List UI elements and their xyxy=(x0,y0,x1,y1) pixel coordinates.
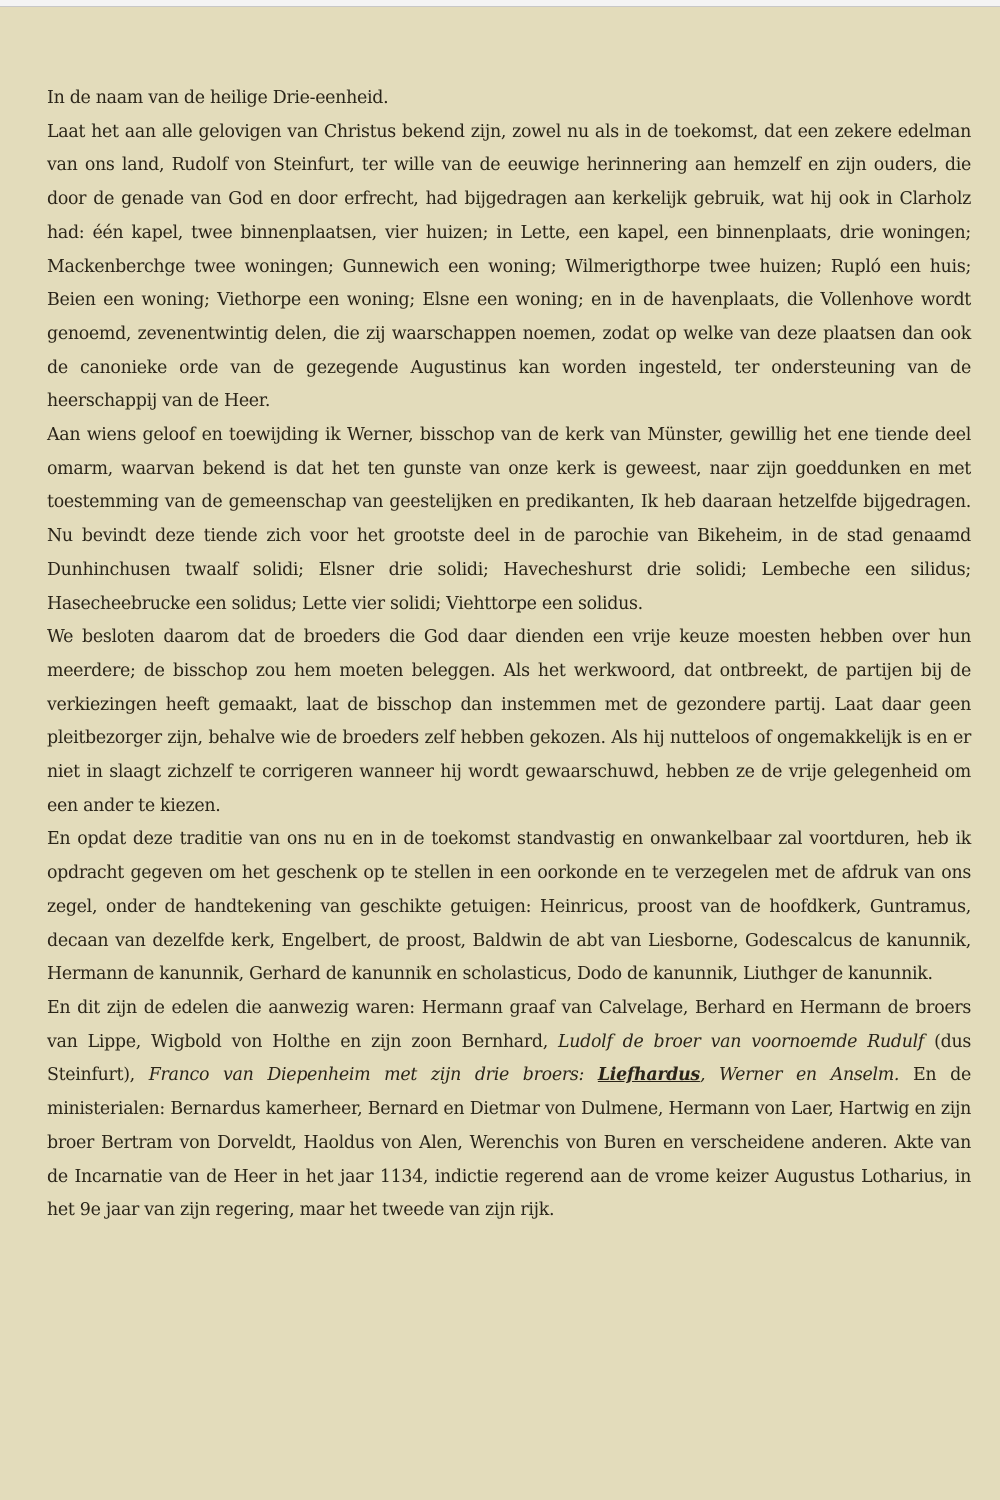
liefhardus-name: Liefhardus xyxy=(597,1065,700,1086)
nobles-intro: En dit zijn de edelen die aanwezig waren: Hermann graaf van Calvelage, Berhard en Hermann de broers van Lippe, Wigbold von Holthe en zijn zoon Bernhard, xyxy=(47,997,971,1052)
document-title: In de naam van de heilige Drie-eenheid. xyxy=(47,88,389,108)
ministerials-text: En de ministerialen: Bernardus kamerheer, Bernard en Dietmar von Dulmene, Hermann von Laer, Hartwig en zijn broer Bertram von Dorveldt, Haoldus von Alen, Werenchis von Buren en verscheidene anderen. Akte van de Incarnatie van de Heer in het jaar 1134, indictie regerend aan de vrome keizer Augustus Lotharius, in het 9e jaar van zijn regering, maar het tweede van zijn rijk. xyxy=(47,1065,971,1221)
franco-text: Franco van Diepenheim met zijn drie broers: xyxy=(148,1065,598,1086)
paragraph-1: Laat het aan alle gelovigen van Christus bekend zijn, zowel nu als in de toekomst, dat een zekere edelman van ons land, Rudolf von Steinfurt, ter wille van de eeuwige herinnering aan hemzelf en zijn ouders, die door de genade van God en door erfrecht, had bijgedragen aan kerkelijk gebruik, wat hij ook in Clarholz had: één kapel, twee binnenplaatsen, vier huizen; in Lette, een kapel, een binnenplaats, drie woningen; Mackenberchge twee woningen; Gunnewich een woning; Wilmerigthorpe twee huizen; Rupló een huis; Beien een woning; Viethorpe een woning; Elsne een woning; en in de havenplaats, die Vollenhove wordt genoemd, zevenentwintig delen, die zij waarschappen noemen, zodat op welke van deze plaatsen dan ook de canonieke orde van de gezegende Augustinus kan worden ingesteld, ter ondersteuning van de heerschappij van de Heer. xyxy=(47,121,971,412)
document-body xyxy=(47,82,971,1228)
window-top-bar xyxy=(0,0,1000,7)
ludolf-text: Ludolf de broer van voornoemde Rudulf xyxy=(558,1031,925,1052)
paragraph-2: Aan wiens geloof en toewijding ik Werner, bisschop van de kerk van Münster, gewillig het ene tiende deel omarm, waarvan bekend is dat het ten gunste van onze kerk is geweest, naar zijn goeddunken en met toestemming van de gemeenschap van geestelijken en predikanten, Ik heb daaraan hetzelfde bijgedragen. Nu bevindt deze tiende zich voor het grootste deel in de parochie van Bikeheim, in de stad genaamd Dunhinchusen twaalf solidi; Elsner drie solidi; Havecheshurst drie solidi; Lembeche een silidus; Hasecheebrucke een solidus; Lette vier solidi; Viehttorpe een solidus. xyxy=(47,425,971,614)
paragraph-3: We besloten daarom dat de broeders die God daar dienden een vrije keuze moesten hebben over hun meerdere; de bisschop zou hem moeten beleggen. Als het werkwoord, dat ontbreekt, de partijen bij de verkiezingen heeft gemaakt, laat de bisschop dan instemmen met de gezondere partij. Laat daar geen pleitbezorger zijn, behalve wie de broeders zelf hebben gekozen. Als hij nutteloos of ongemakkelijk is en er niet in slaagt zichzelf te corrigeren wanneer hij wordt gewaarschuwd, hebben ze de vrije gelegenheid om een ander te kiezen. xyxy=(47,627,971,816)
paragraph-5 xyxy=(47,992,971,1228)
steinfurt-note: (dus Steinfurt), xyxy=(47,1031,971,1086)
paragraph-4: En opdat deze traditie van ons nu en in de toekomst standvastig en onwankelbaar zal voortduren, heb ik opdracht gegeven om het geschenk op te stellen in een oorkonde en te verzegelen met de afdruk van ons zegel, onder de handtekening van geschikte getuigen: Heinricus, proost van de hoofdkerk, Guntramus, decaan van dezelfde kerk, Engelbert, de proost, Baldwin de abt van Liesborne, Godescalcus de kanunnik, Hermann de kanunnik, Gerhard de kanunnik en scholasticus, Dodo de kanunnik, Liuthger de kanunnik. xyxy=(47,829,971,985)
werner-anselm-text: , Werner en Anselm. xyxy=(699,1065,900,1086)
